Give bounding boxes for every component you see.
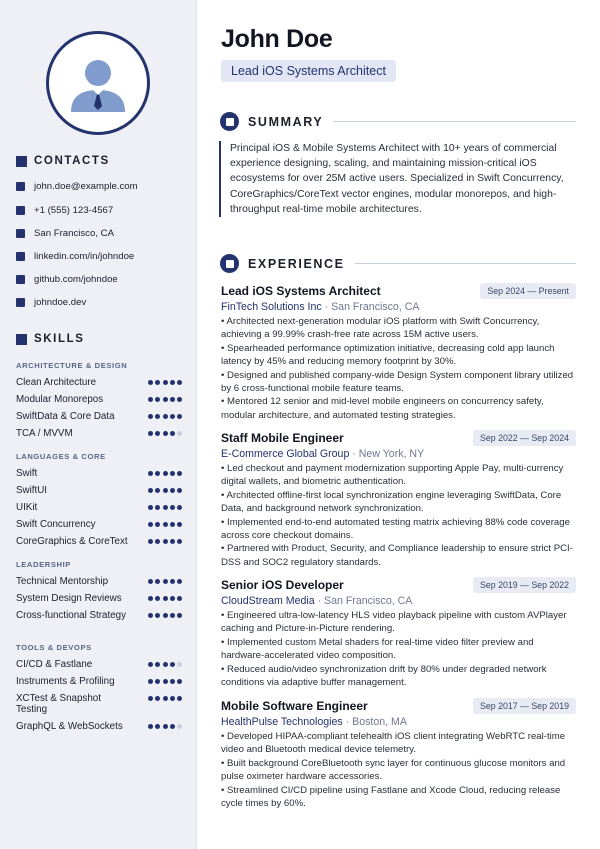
skill-dot-filled [148, 414, 153, 419]
skill-dot-filled [163, 579, 168, 584]
skill-dot-filled [177, 505, 182, 510]
summary-heading: SUMMARY [220, 112, 576, 131]
job-bullet: • Developed HIPAA-compliant telehealth iOS client integrating WebRTC real-time video and Bluetooth medical device telemetry. [221, 731, 566, 756]
skill-dot-filled [163, 505, 168, 510]
job-bullet: • Reduced audio/video synchronization drift by 80% under degraded network conditions via adaptive buffer management. [221, 663, 547, 689]
job-location: · San Francisco, CA [321, 301, 420, 313]
job-bullets [221, 609, 576, 689]
skill-dot-filled [177, 679, 182, 684]
skill-dot-filled [170, 579, 175, 584]
skill-dot-filled [148, 488, 153, 493]
heading-square-icon [16, 156, 27, 167]
contact-website[interactable]: johndoe.dev [16, 297, 86, 308]
email-icon [16, 182, 25, 191]
skill-dot-filled [177, 579, 182, 584]
skill-dot-filled [155, 596, 160, 601]
linkedin-icon [16, 252, 25, 261]
skill-item: GraphQL & WebSockets [16, 721, 182, 732]
section-divider [333, 121, 576, 122]
skill-dot-filled [155, 431, 160, 436]
skill-dot-filled [177, 522, 182, 527]
job-date: Sep 2019 — Sep 2022 [473, 577, 576, 593]
skill-dot-filled [170, 505, 175, 510]
job-location: · San Francisco, CA [314, 595, 413, 607]
job-date: Sep 2017 — Sep 2019 [473, 698, 576, 714]
job-bullet: • Mentored 12 senior and mid-level mobile engineers on concurrency safety, modular architecture, and automated testing strategies. [221, 396, 544, 421]
skill-dot-filled [148, 397, 153, 402]
skill-item: XCTest & Snapshot Testing [16, 693, 182, 715]
skill-dot-filled [163, 488, 168, 493]
skill-dot-filled [177, 380, 182, 385]
skill-level-dots [146, 397, 182, 402]
skill-dot-filled [163, 724, 168, 729]
job-date: Sep 2022 — Sep 2024 [473, 430, 576, 446]
skill-dot-filled [177, 596, 182, 601]
job-title: Staff Mobile Engineer [221, 431, 344, 445]
summary-text: Principal iOS & Mobile Systems Architect with 10+ years of commercial experience designing, scaling, and maintaining mission-critical iOS ecosystems for over 25M active users. Specialized in Swift Concurrency, CoreGraphics/CoreText vector engines, modular monorepos, and high-throughput real-time mobile architectures. [219, 141, 579, 217]
skill-item: Swift [16, 468, 182, 479]
job-bullets [221, 462, 576, 569]
skill-level-dots [146, 724, 182, 729]
heading-square-icon [16, 334, 27, 345]
job-bullet: • Architected offline-first local synchronization engine leveraging SwiftData, Core Data, and background network synchronization. [221, 489, 562, 515]
person-icon [49, 34, 147, 132]
skill-dot-filled [148, 724, 153, 729]
skill-dot-filled [148, 431, 153, 436]
skill-item: Swift Concurrency [16, 519, 182, 530]
job-entry [221, 430, 576, 569]
skill-dot-filled [170, 471, 175, 476]
skill-dot-filled [170, 724, 175, 729]
job-bullet: • Implemented custom Metal shaders for real-time video filter preview and hardware-accelerated video composition. [221, 636, 534, 662]
skill-dot-filled [177, 414, 182, 419]
contact-email[interactable]: john.doe@example.com [16, 181, 138, 192]
skill-dot-filled [163, 662, 168, 667]
skill-level-dots [146, 522, 182, 527]
github-icon [16, 275, 25, 284]
job-bullet: • Spearheaded performance optimization initiative, decreasing cold app launch latency by 45% and reducing memory footprint by 30%. [221, 342, 555, 368]
skill-dot-filled [163, 522, 168, 527]
skill-category: LANGUAGES & CORE [16, 452, 106, 461]
job-entry [221, 698, 576, 810]
skill-level-dots [146, 414, 182, 419]
skill-item: Cross-functional Strategy [16, 610, 182, 621]
sidebar [0, 0, 197, 849]
skill-dot-filled [163, 380, 168, 385]
job-title: Lead iOS Systems Architect [221, 284, 381, 298]
skill-dot-filled [163, 414, 168, 419]
candidate-name: John Doe [221, 25, 333, 53]
skill-level-dots [146, 596, 182, 601]
skill-dot-filled [170, 397, 175, 402]
skill-dot-filled [155, 724, 160, 729]
skill-level-dots [146, 471, 182, 476]
section-divider [355, 263, 576, 264]
skill-dot-filled [155, 539, 160, 544]
skill-dot-filled [148, 696, 153, 701]
skill-dot-filled [163, 397, 168, 402]
skill-item: CI/CD & Fastlane [16, 659, 182, 670]
job-bullet: • Implemented end-to-end automated testing matrix achieving 88% code coverage across core checkout domains. [221, 516, 570, 542]
experience-heading: EXPERIENCE [220, 254, 576, 273]
skill-dot-filled [148, 522, 153, 527]
job-bullet: • Designed and published company-wide Design System component library utilized by 6 cross-functional mobile feature teams. [221, 369, 574, 395]
skill-dot-filled [148, 505, 153, 510]
skill-dot-filled [170, 488, 175, 493]
skill-category: ARCHITECTURE & DESIGN [16, 361, 128, 370]
skill-dot-filled [177, 488, 182, 493]
contact-location: San Francisco, CA [16, 228, 114, 239]
skill-dot-filled [155, 397, 160, 402]
skill-dot-filled [155, 579, 160, 584]
skill-dot-empty [177, 724, 182, 729]
skill-dot-filled [170, 679, 175, 684]
job-location: · New York, NY [349, 448, 425, 460]
job-bullet: • Streamlined CI/CD pipeline using Fastlane and Xcode Cloud, reducing release cycle times by 60%. [221, 784, 561, 810]
main-content [197, 0, 600, 849]
skill-item: Modular Monorepos [16, 394, 182, 405]
skill-level-dots [146, 696, 182, 701]
job-bullet: • Led checkout and payment modernization supporting Apple Pay, multi-currency digital wallets, and biometric authentication. [221, 463, 564, 488]
skill-level-dots [146, 488, 182, 493]
skill-item: CoreGraphics & CoreText [16, 536, 182, 547]
skill-item: SwiftUI [16, 485, 182, 496]
skill-level-dots [146, 431, 182, 436]
skill-dot-filled [155, 679, 160, 684]
skill-dot-filled [177, 696, 182, 701]
skill-dot-filled [177, 539, 182, 544]
job-entry [221, 577, 576, 689]
job-bullet: • Partnered with Product, Security, and Compliance leadership to ensure strict PCI-DSS and SOC2 regulatory standards. [221, 543, 573, 568]
skill-item: Instruments & Profiling [16, 676, 182, 687]
skill-category: TOOLS & DEVOPS [16, 643, 92, 652]
skill-level-dots [146, 505, 182, 510]
skill-dot-empty [177, 431, 182, 436]
skill-dot-filled [163, 679, 168, 684]
job-title: Mobile Software Engineer [221, 699, 368, 713]
skill-dot-filled [163, 596, 168, 601]
skill-level-dots [146, 380, 182, 385]
skill-item: System Design Reviews [16, 593, 182, 604]
skill-category: LEADERSHIP [16, 560, 71, 569]
skill-dot-filled [170, 539, 175, 544]
skill-dot-filled [148, 679, 153, 684]
section-icon [220, 254, 239, 273]
skill-dot-filled [155, 380, 160, 385]
job-bullet: • Engineered ultra-low-latency HLS video playback pipeline with custom AVPlayer caching and Picture-in-Picture rendering. [221, 610, 567, 635]
skill-dot-filled [148, 380, 153, 385]
location-icon [16, 229, 25, 238]
skill-dot-filled [163, 613, 168, 618]
skill-dot-filled [170, 414, 175, 419]
skill-dot-filled [177, 471, 182, 476]
skill-dot-filled [163, 471, 168, 476]
skill-dot-filled [148, 662, 153, 667]
job-bullet: • Built background CoreBluetooth sync layer for continuous glucose monitors and pulse oximeter hardware accessories. [221, 757, 566, 783]
skill-dot-filled [170, 613, 175, 618]
website-icon [16, 298, 25, 307]
skill-dot-filled [148, 539, 153, 544]
skill-level-dots [146, 679, 182, 684]
skill-dot-filled [170, 596, 175, 601]
skill-item: UIKit [16, 502, 182, 513]
skill-dot-filled [155, 414, 160, 419]
skill-dot-filled [148, 471, 153, 476]
skill-level-dots [146, 579, 182, 584]
company-name: FinTech Solutions Inc [221, 301, 322, 313]
skill-level-dots [146, 662, 182, 667]
company-name: E-Commerce Global Group [221, 448, 350, 460]
skill-dot-filled [148, 596, 153, 601]
skill-dot-filled [163, 539, 168, 544]
skill-dot-filled [170, 662, 175, 667]
skill-item: Clean Architecture [16, 377, 182, 388]
avatar [46, 31, 150, 135]
skill-dot-filled [177, 613, 182, 618]
contacts-heading: CONTACTS [16, 155, 110, 167]
skill-dot-filled [155, 522, 160, 527]
skill-dot-filled [170, 431, 175, 436]
job-bullets [221, 730, 576, 810]
skill-level-dots [146, 539, 182, 544]
skill-level-dots [146, 613, 182, 618]
skill-item: TCA / MVVM [16, 428, 182, 439]
skills-heading: SKILLS [16, 333, 85, 345]
skill-dot-filled [170, 380, 175, 385]
contact-linkedin[interactable]: linkedin.com/in/johndoe [16, 251, 134, 262]
contact-github[interactable]: github.com/johndoe [16, 274, 118, 285]
skill-dot-filled [155, 696, 160, 701]
skill-dot-filled [177, 397, 182, 402]
skill-dot-filled [155, 662, 160, 667]
job-location: · Boston, MA [342, 716, 407, 728]
phone-icon [16, 206, 25, 215]
skill-dot-filled [170, 522, 175, 527]
skill-dot-filled [148, 613, 153, 618]
job-bullet: • Architected next-generation modular iOS platform with Swift Concurrency, achieving a 99.99% crash-free rate across 15M active users. [221, 316, 540, 341]
skill-dot-filled [163, 431, 168, 436]
job-bullets [221, 315, 576, 422]
company-name: HealthPulse Technologies [221, 716, 343, 728]
section-icon [220, 112, 239, 131]
skill-dot-filled [155, 613, 160, 618]
role-badge: Lead iOS Systems Architect [221, 60, 396, 82]
skill-dot-filled [170, 696, 175, 701]
job-date: Sep 2024 — Present [480, 283, 576, 299]
skill-dot-filled [155, 505, 160, 510]
contact-phone[interactable]: +1 (555) 123-4567 [16, 205, 113, 216]
skill-dot-filled [163, 696, 168, 701]
skill-dot-filled [155, 471, 160, 476]
job-entry [221, 283, 576, 422]
skill-dot-empty [177, 662, 182, 667]
skill-item: SwiftData & Core Data [16, 411, 182, 422]
skill-dot-filled [148, 579, 153, 584]
skill-item: Technical Mentorship [16, 576, 182, 587]
company-name: CloudStream Media [221, 595, 315, 607]
job-title: Senior iOS Developer [221, 578, 344, 592]
skill-dot-filled [155, 488, 160, 493]
